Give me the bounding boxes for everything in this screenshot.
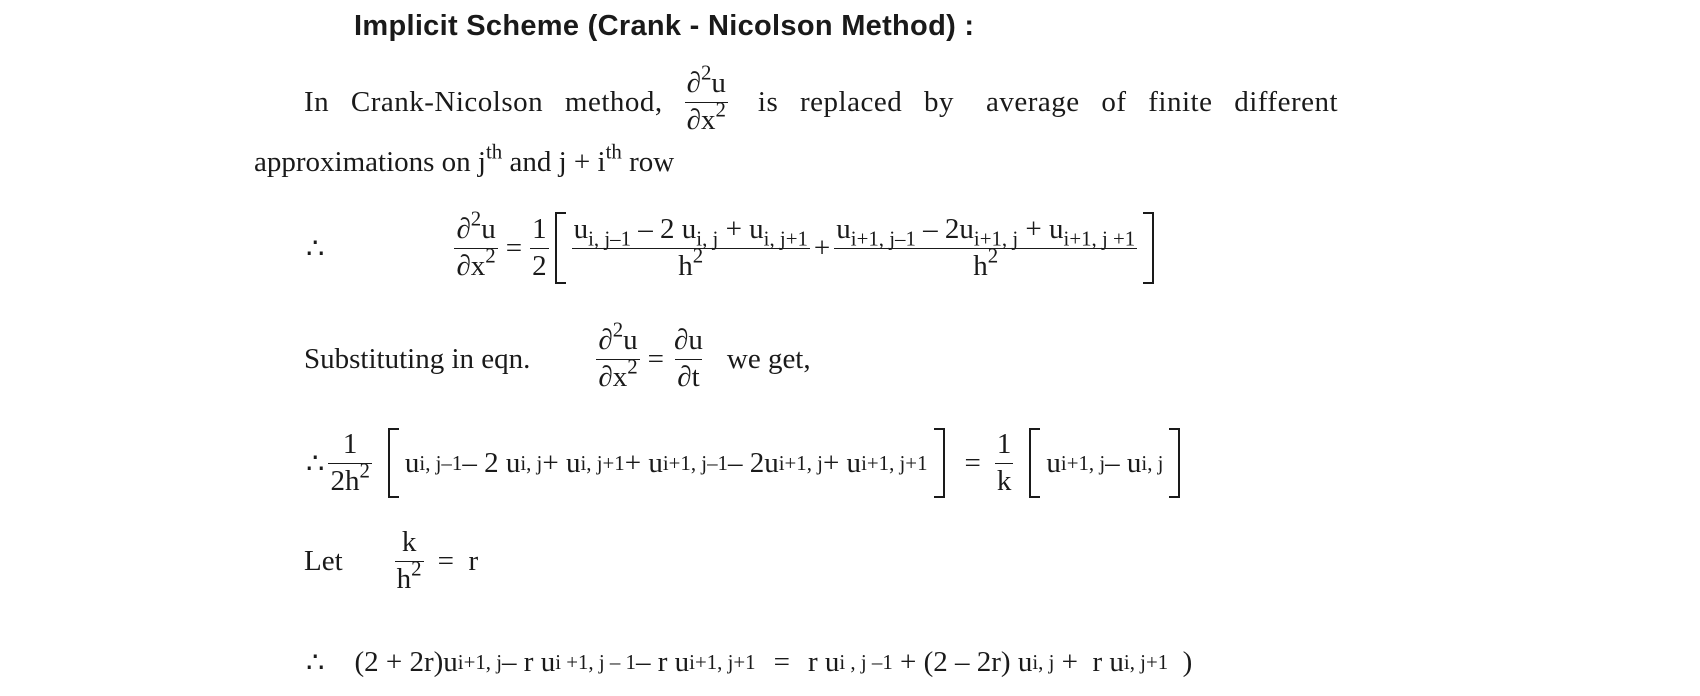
right-bracket bbox=[1143, 212, 1154, 284]
paragraph-line-2: approximations on $j^{th}$ and $j + i^{th}$ row bbox=[254, 139, 675, 178]
final-lhs: (2 + 2r)u i+1, j – r u i +1, j – 1 – r u i+1, j+1 bbox=[354, 645, 756, 678]
intro-text: In Crank-Nicolson method, bbox=[304, 85, 663, 118]
equals-r: = r bbox=[437, 544, 479, 577]
jth-row-fraction: $\frac{u_{i, j-1} - 2 u_{i, j} + u_{i, j+1}}{h^2}$ bbox=[573, 212, 808, 282]
therefore-symbol-3: ∴ bbox=[306, 646, 325, 679]
let-definition bbox=[304, 526, 478, 596]
final-rhs: r u i , j –1 + (2 – 2r) u i, j + r u i, j+1 ) bbox=[807, 645, 1193, 678]
du-dt-fraction: $\frac{\partial u}{\partial t}$ bbox=[674, 323, 703, 393]
therefore-symbol-2: ∴ bbox=[306, 447, 325, 480]
left-bracket-3 bbox=[1029, 428, 1040, 498]
paragraph-line-1 bbox=[304, 60, 1339, 137]
j-plus-one-row-fraction: $\frac{u_{i+1, j-1} - 2u_{i+1, j} + u_{i+1, j +1}}{h^2}$ bbox=[836, 212, 1136, 282]
one-over-2h2: $\frac{1}{2h^2}$ bbox=[330, 427, 370, 497]
substitute-text: Substituting in eqn. bbox=[304, 342, 531, 375]
right-bracket-3 bbox=[1169, 428, 1180, 498]
replaced-text: is replaced by bbox=[757, 85, 954, 118]
let-text: Let bbox=[304, 544, 343, 577]
section-title: Implicit Scheme (Crank - Nicolson Method) : bbox=[354, 10, 975, 42]
therefore-symbol: ∴ bbox=[306, 232, 325, 265]
k-over-h2: $\frac{k}{h^2}$ bbox=[396, 525, 422, 595]
average-text: average of finite different bbox=[985, 85, 1339, 118]
equation-substituted: ∴ $\frac{1}{2h^2}$ u i, j–1 – 2 u i, j + u i, j+1 + u i+1, j–1 – 2u i+1, j + u i+1, j+1 = $\frac{1}{k}$ u i+1, j – u i, j bbox=[306, 428, 1186, 498]
lhs-second-derivative: $\frac{\partial^2u}{\partial x^2}$ bbox=[456, 206, 496, 282]
one-over-k: $\frac{1}{k}$ bbox=[996, 427, 1012, 497]
we-get-text: we get, bbox=[726, 342, 811, 375]
final-equation: ∴ (2 + 2r)u i+1, j – r u i +1, j – 1 – r u i+1, j+1 = r u i , j –1 + (2 – 2r) u i, j + r u i, j+1 ) bbox=[306, 645, 1193, 679]
right-bracket-2 bbox=[934, 428, 945, 498]
subst-lhs-fraction: $\frac{\partial^2u}{\partial x^2}$ bbox=[598, 317, 638, 393]
substitution-line: Substituting in eqn. $\frac{\partial^2u}{\partial x^2}$ = $\frac{\partial u}{\partial t}$ we get, bbox=[304, 317, 811, 393]
left-bracket-2 bbox=[388, 428, 399, 498]
equation-crank-nicolson-approx: ∴ $\frac{\partial^2u}{\partial x^2}$ = $\frac{1}{2}$ $\frac{u_{i, j-1} - 2 u_{i, j} + u_{i, j+1}}{h^2}$ + $\frac{u_{i+1, j-1} - 2u_{i+1, j} + u_{i+1, j +1}}{h^2}$ bbox=[306, 212, 1160, 284]
left-bracket bbox=[555, 212, 566, 284]
second-derivative-fraction: $\frac{\partial^2u}{\partial x^2}$ bbox=[686, 60, 726, 136]
half-fraction: $\frac{1}{2}$ bbox=[532, 212, 547, 282]
